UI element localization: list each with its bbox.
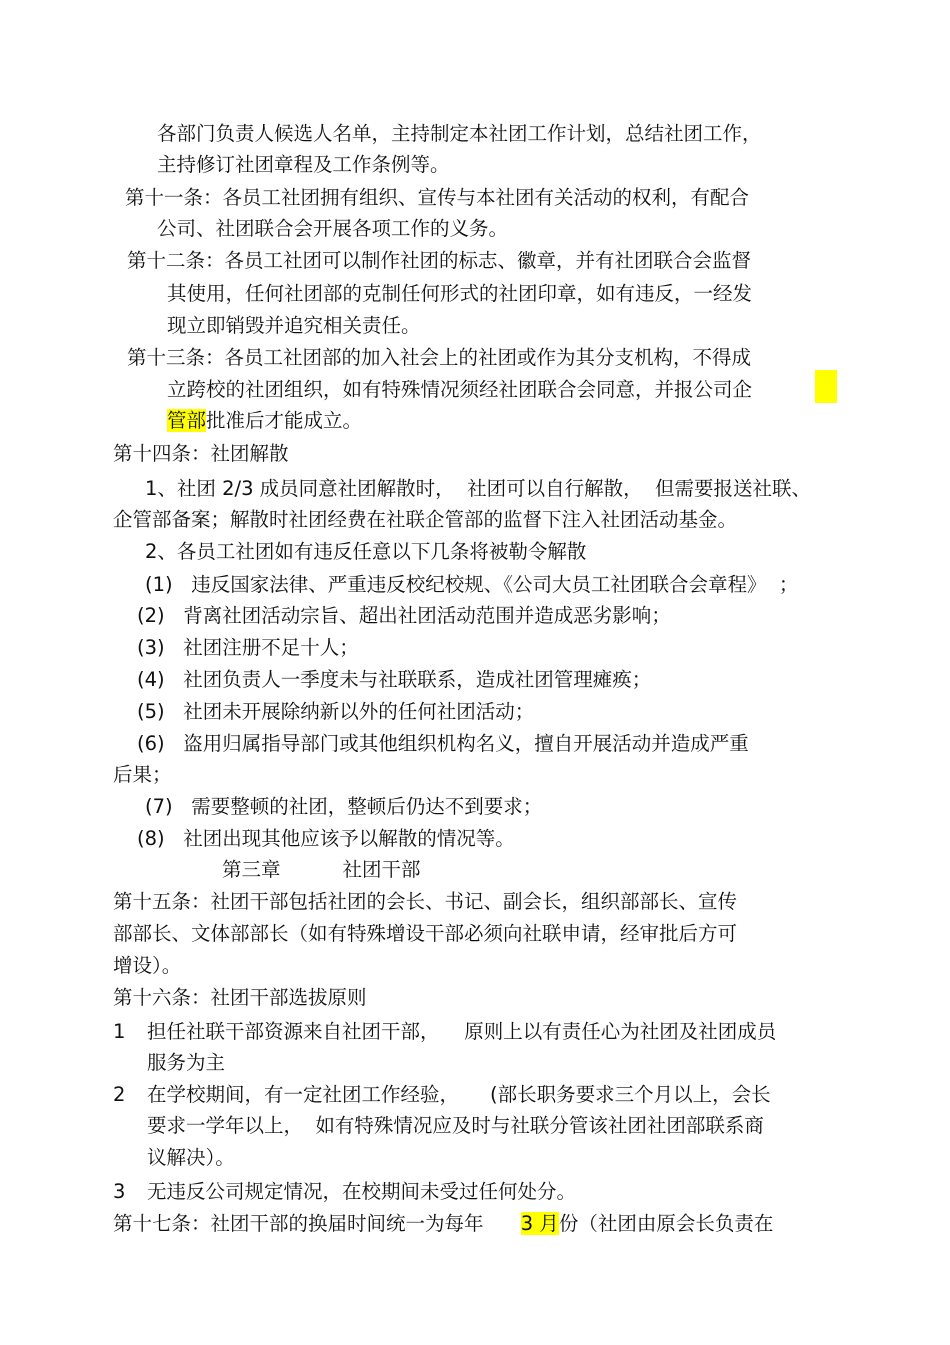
list-item: (3) 社团注册不足十人； (137, 636, 359, 659)
text-line: 各部门负责人候选人名单，主持制定本社团工作计划，总结社团工作， (157, 122, 762, 145)
chapter-heading: 第三章 社团干部 (222, 858, 421, 881)
text-line: 议解决）。 (147, 1146, 235, 1169)
highlighted-text: 3 月 (520, 1212, 559, 1235)
highlighted-text: 管部 (167, 409, 207, 432)
text-line: 服务为主 (147, 1051, 226, 1074)
text-segment: 份（社团由原会长负责在 (558, 1212, 774, 1235)
text-line: 2、各员工社团如有违反任意以下几条将被勒令解散 (145, 540, 587, 563)
list-item: (6) 盗用归属指导部门或其他组织机构名义，擅自开展活动并造成严重 (137, 732, 749, 755)
list-number: 1 (113, 1020, 126, 1043)
text-line: 立跨校的社团组织，如有特殊情况须经社团联合会同意，并报公司企 (167, 378, 753, 401)
text-line: 要求一学年以上， 如有特殊情况应及时与社联分管该社团社团部联系商 (147, 1114, 764, 1137)
list-item: (4) 社团负责人一季度未与社联联系，造成社团管理瘫痪； (137, 668, 652, 691)
list-item: 在学校期间，有一定社团工作经验， (部长职务要求三个月以上，会长 (147, 1083, 771, 1106)
article-13: 第十三条：各员工社团部的加入社会上的社团或作为其分支机构，不得成 (127, 346, 752, 369)
list-item: (5) 社团未开展除纳新以外的任何社团活动； (137, 700, 535, 723)
article-11: 第十一条：各员工社团拥有组织、宣传与本社团有关活动的权利，有配合 (125, 186, 750, 209)
text-line: 企管部备案；解散时社团经费在社联企管部的监督下注入社团活动基金。 (113, 508, 738, 531)
article-17 (113, 1211, 773, 1237)
text-line: 部部长、文体部部长（如有特殊增设干部必须向社联申请，经审批后方可 (113, 922, 738, 945)
list-item: (1) 违反国家法律、严重违反校纪校规、《公司大员工社团联合会章程》 ； (145, 573, 799, 596)
article-12: 第十二条：各员工社团可以制作社团的标志、徽章，并有社团联合会监督 (127, 249, 752, 272)
list-item: (8) 社团出现其他应该予以解散的情况等。 (137, 827, 515, 850)
text-line: 1、社团 2/3 成员同意社团解散时， 社团可以自行解散， 但需要报送社联、 (145, 477, 811, 500)
text-line: 主持修订社团章程及工作条例等。 (157, 153, 450, 176)
text-line: 增设）。 (113, 954, 182, 977)
list-item: (2) 背离社团活动宗旨、超出社团活动范围并造成恶劣影响； (137, 604, 671, 627)
text-line: 现立即销毁并追究相关责任。 (167, 314, 421, 337)
article-16: 第十六条：社团干部选拔原则 (113, 986, 367, 1009)
list-item: 担任社联干部资源来自社团干部， 原则上以有责任心为社团及社团成员 (147, 1020, 777, 1043)
text-segment: 批准后才能成立。 (206, 409, 363, 432)
article-15: 第十五条：社团干部包括社团的会长、书记、副会长，组织部部长、宣传 (113, 890, 738, 913)
text-line: 其使用，任何社团部的克制任何形式的社团印章，如有违反，一经发 (167, 282, 753, 305)
text-line: 后果； (113, 763, 172, 786)
list-item: (7) 需要整顿的社团，整顿后仍达不到要求； (145, 795, 543, 818)
text-segment: 第十七条：社团干部的换届时间统一为每年 (113, 1212, 521, 1235)
highlight-mark (815, 370, 837, 403)
list-number: 3 (113, 1180, 126, 1203)
list-number: 2 (113, 1083, 126, 1106)
article-14: 第十四条：社团解散 (113, 442, 289, 465)
list-item: 无违反公司规定情况，在校期间未受过任何处分。 (147, 1180, 577, 1203)
text-line (167, 408, 362, 434)
text-line: 公司、社团联合会开展各项工作的义务。 (157, 217, 509, 240)
